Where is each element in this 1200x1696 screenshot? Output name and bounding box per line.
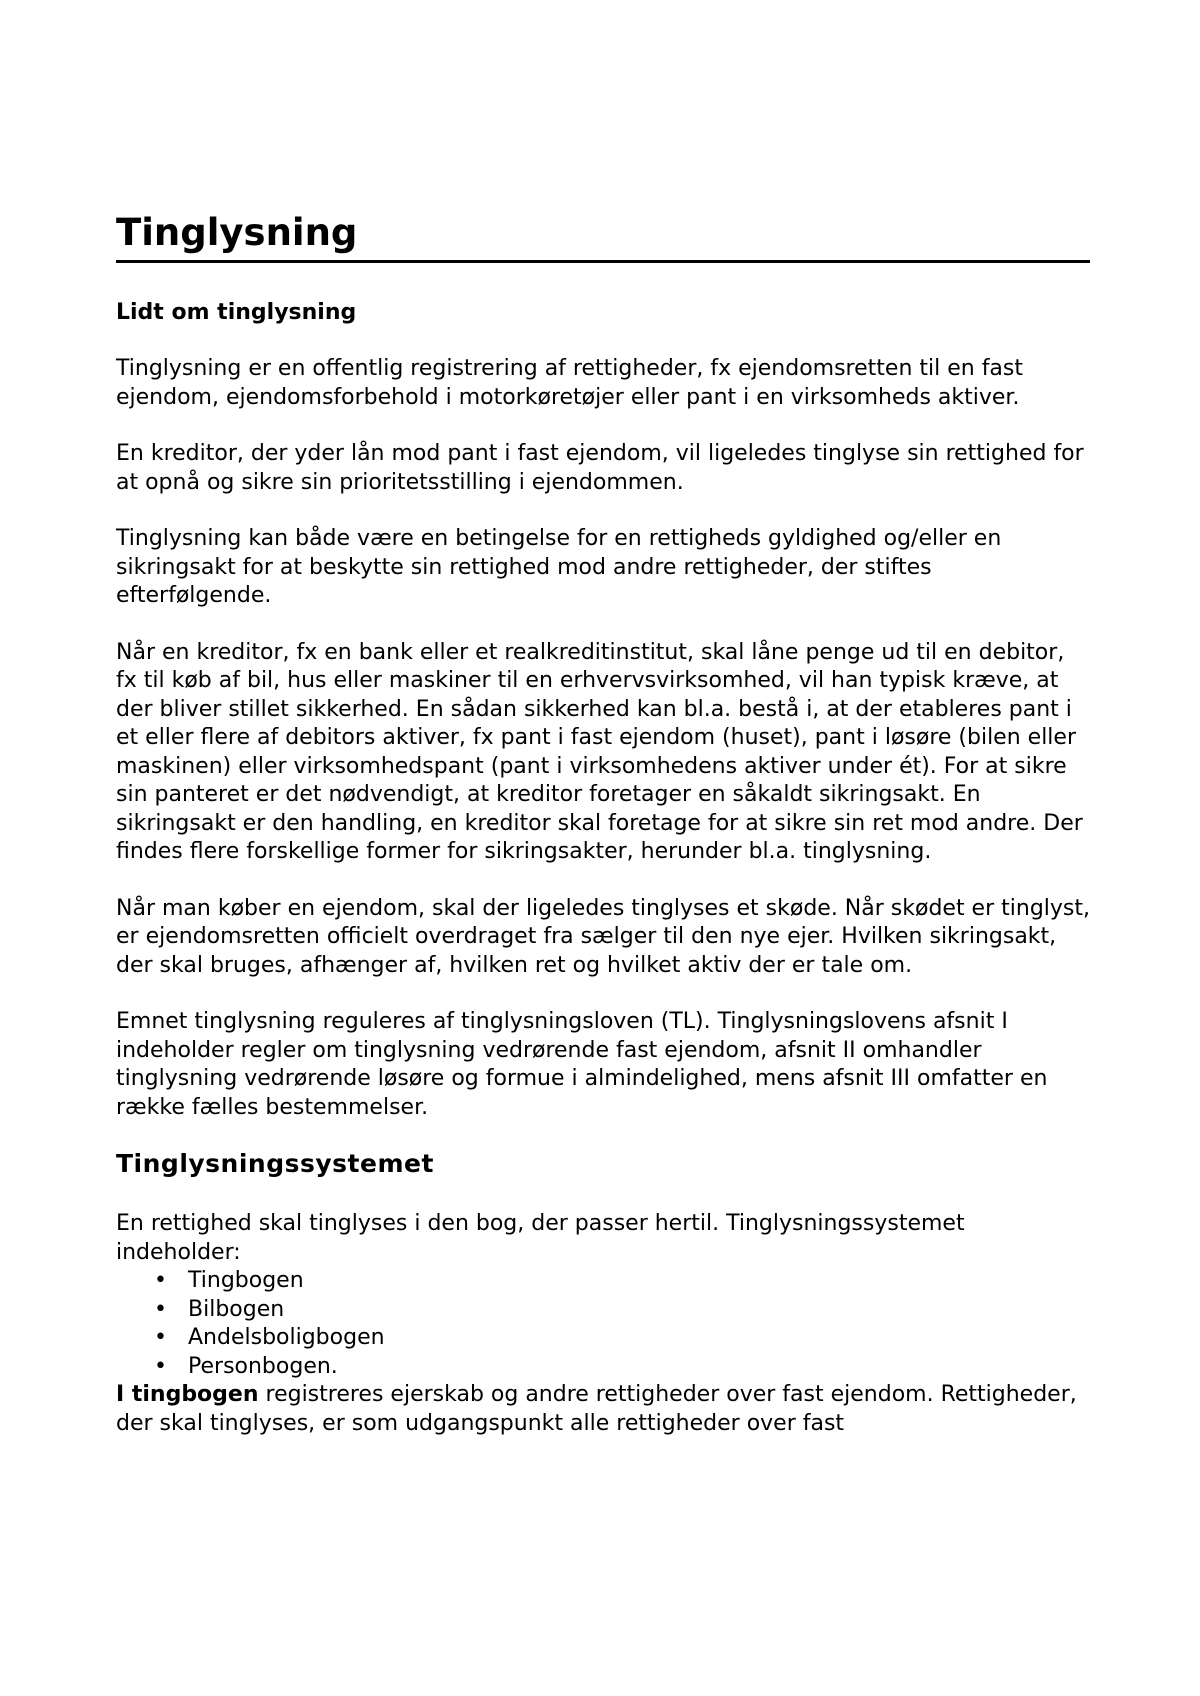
subsection-intro: En rettighed skal tinglyses i den bog, der passer hertil. Tinglysningssystemet indeholder: <box>116 1211 965 1265</box>
tingbogen-lead: I tingbogen <box>116 1382 259 1407</box>
title-underline <box>116 260 1090 263</box>
book-list <box>116 1267 1090 1381</box>
paragraph-creditor: En kreditor, der yder lån mod pant i fast ejendom, vil ligeledes tinglyse sin rettighed for at opnå og sikre sin prioritetsstilling i ejendommen. <box>116 441 1084 495</box>
paragraph-validity: Tinglysning kan både være en betingelse for en rettigheds gyldighed og/eller en sikringsakt for at beskytte sin rettighed mod andre rettigheder, der stiftes efterfølgende. <box>116 526 1002 608</box>
paragraph-law: Emnet tinglysning reguleres af tinglysningsloven (TL). Tinglysningslovens afsnit I indeholder regler om tinglysning vedrørende fast ejendom, afsnit II omhandler tinglysning vedrørende løsøre og formue i almindelighed, mens afsnit III omfatter en række fælles bestemmelser. <box>116 1009 1048 1120</box>
paragraph-tingbogen <box>116 1381 1090 1438</box>
list-item: • Personbogen. <box>154 1353 1090 1382</box>
paragraph-security: Når en kreditor, fx en bank eller et realkreditinstitut, skal låne penge ud til en debitor, fx til køb af bil, hus eller maskiner til en erhvervsvirksomhed, vil han typisk kræve, at der bliver stillet sikkerhed. En sådan sikkerhed kan bl.a. bestå i, at der etableres pant i et eller flere af debitors aktiver, fx pant i fast ejendom (huset), pant i løsøre (bilen eller maskinen) eller virksomhedspant (pant i virksomhedens aktiver under ét). For at sikre sin panteret er det nødvendigt, at kreditor foretager en såkaldt sikringsakt. En sikringsakt er den handling, en kreditor skal foretage for at sikre sin ret mod andre. Der findes flere forskellige former for sikringsakter, herunder bl.a. tinglysning. <box>116 639 1083 864</box>
section-intro-heading: Lidt om tinglysning <box>116 300 357 325</box>
page-title: Tinglysning <box>116 211 358 254</box>
tingbogen-text: registreres ejerskab og andre rettigheder over fast ejendom. Rettigheder, der skal tinglyses, er som udgangspunkt alle rettigheder over fast <box>116 1382 1077 1436</box>
document-page <box>116 206 1090 1438</box>
paragraph-deed: Når man køber en ejendom, skal der ligeledes tinglyses et skøde. Når skødet er tinglyst, er ejendomsretten officielt overdraget fra sælger til den nye ejer. Hvilken sikringsakt, der skal bruges, afhænger af, hvilken ret og hvilket aktiv der er tale om. <box>116 895 1090 978</box>
list-item: • Tingbogen <box>154 1267 1090 1296</box>
list-item: • Andelsboligbogen <box>154 1324 1090 1353</box>
paragraph-definition: Tinglysning er en offentlig registrering af rettigheder, fx ejendomsretten til en fast ejendom, ejendomsforbehold i motorkøretøjer eller pant i en virksomheds aktiver. <box>116 356 1024 410</box>
list-item: • Bilbogen <box>154 1296 1090 1325</box>
subsection-heading: Tinglysningssystemet <box>116 1149 434 1178</box>
